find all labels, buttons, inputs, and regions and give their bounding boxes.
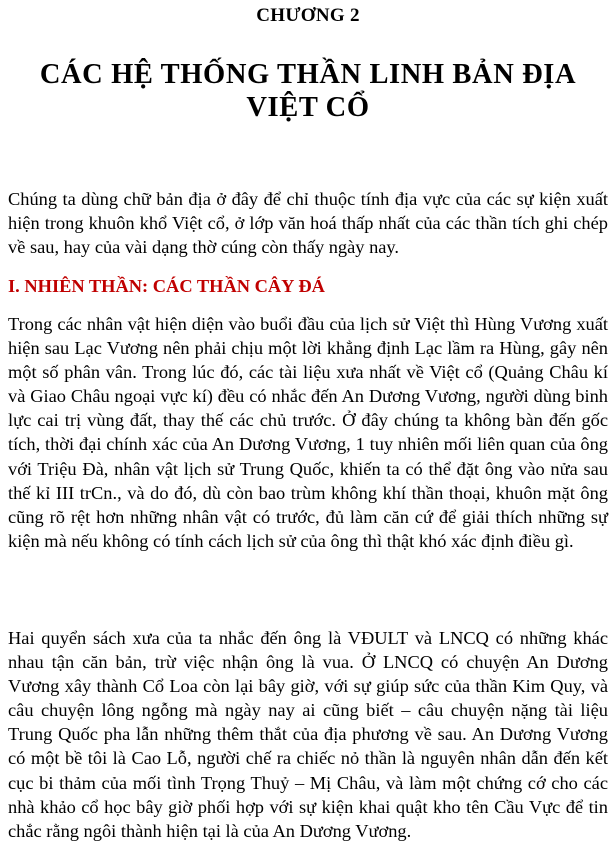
section-heading: I. NHIÊN THẦN: CÁC THẦN CÂY ĐÁ [8,276,325,296]
body-paragraph-2: Hai quyển sách xưa của ta nhắc đến ông là VĐULT và LNCQ có những khác nhau tận căn bản, trừ việc nhận ông là vua. Ở LNCQ có chuyện An Dương Vương xây thành Cổ Loa còn lại bây giờ, với sự giúp sức của thần Kim Quy, và câu chuyện lông ngỗng mà ngày nay ai cũng biết – câu chuyện nặng tài liệu Trung Quốc pha lẫn những thêm thắt của địa phương về sau. An Dương Vương có một bề tôi là Cao Lỗ, người chế ra chiếc nỏ thần là nguyên nhân dẫn đến kết cục bi thảm của mối tình Trọng Thuỷ – Mị Châu, và làm một chứng cớ cho các nhà khảo cổ học bây giờ phối hợp với sự kiện khai quật kho tên Cầu Vực để tin chắc rằng ngôi thành hiện tại là của An Dương Vương. [8,628,608,841]
chapter-title [8,58,608,124]
chapter-title-line-1: CÁC HỆ THỐNG THẦN LINH BẢN ĐỊA [39,59,577,90]
body-paragraph-1: Trong các nhân vật hiện diện vào buổi đầu của lịch sử Việt thì Hùng Vương xuất hiện sau Lạc Vương nên phải chịu một lời khẳng định Lạc lầm ra Hùng, gây nên một số phân vân. Trong lúc đó, các tài liệu xưa nhất về Việt cổ (Quảng Châu kí và Giao Châu ngoại vực kí) đều có nhắc đến An Dương Vương, người dùng binh lực cai trị vùng đất, thay thế các chủ trước. Ở đây chúng ta không bàn đến gốc tích, thời đại chính xác của An Dương Vương, 1 tuy nhiên mối liên quan của ông với Triệu Đà, nhân vật lịch sử Trung Quốc, khiến ta có thể đặt ông vào nửa sau thế kỉ III trCn., và do đó, dù còn bao trùm không khí thần thoại, khuôn mặt ông cũng rõ rệt hơn những nhân vật có trước, đủ làm căn cứ để giải thích những sự kiện mà nếu không có tính cách lịch sử của ông thì thật khó xác định điều gì. [8,314,608,551]
chapter-title-line-2: VIỆT CỔ [246,92,370,123]
chapter-label: CHƯƠNG 2 [256,5,360,26]
intro-paragraph: Chúng ta dùng chữ bản địa ở đây để chỉ thuộc tính địa vực của các sự kiện xuất hiện trong khuôn khổ Việt cổ, ở lớp văn hoá thấp nhất của các thần tích ghi chép về sau, hay của vài dạng thờ cúng còn thấy ngày nay. [8,189,608,258]
